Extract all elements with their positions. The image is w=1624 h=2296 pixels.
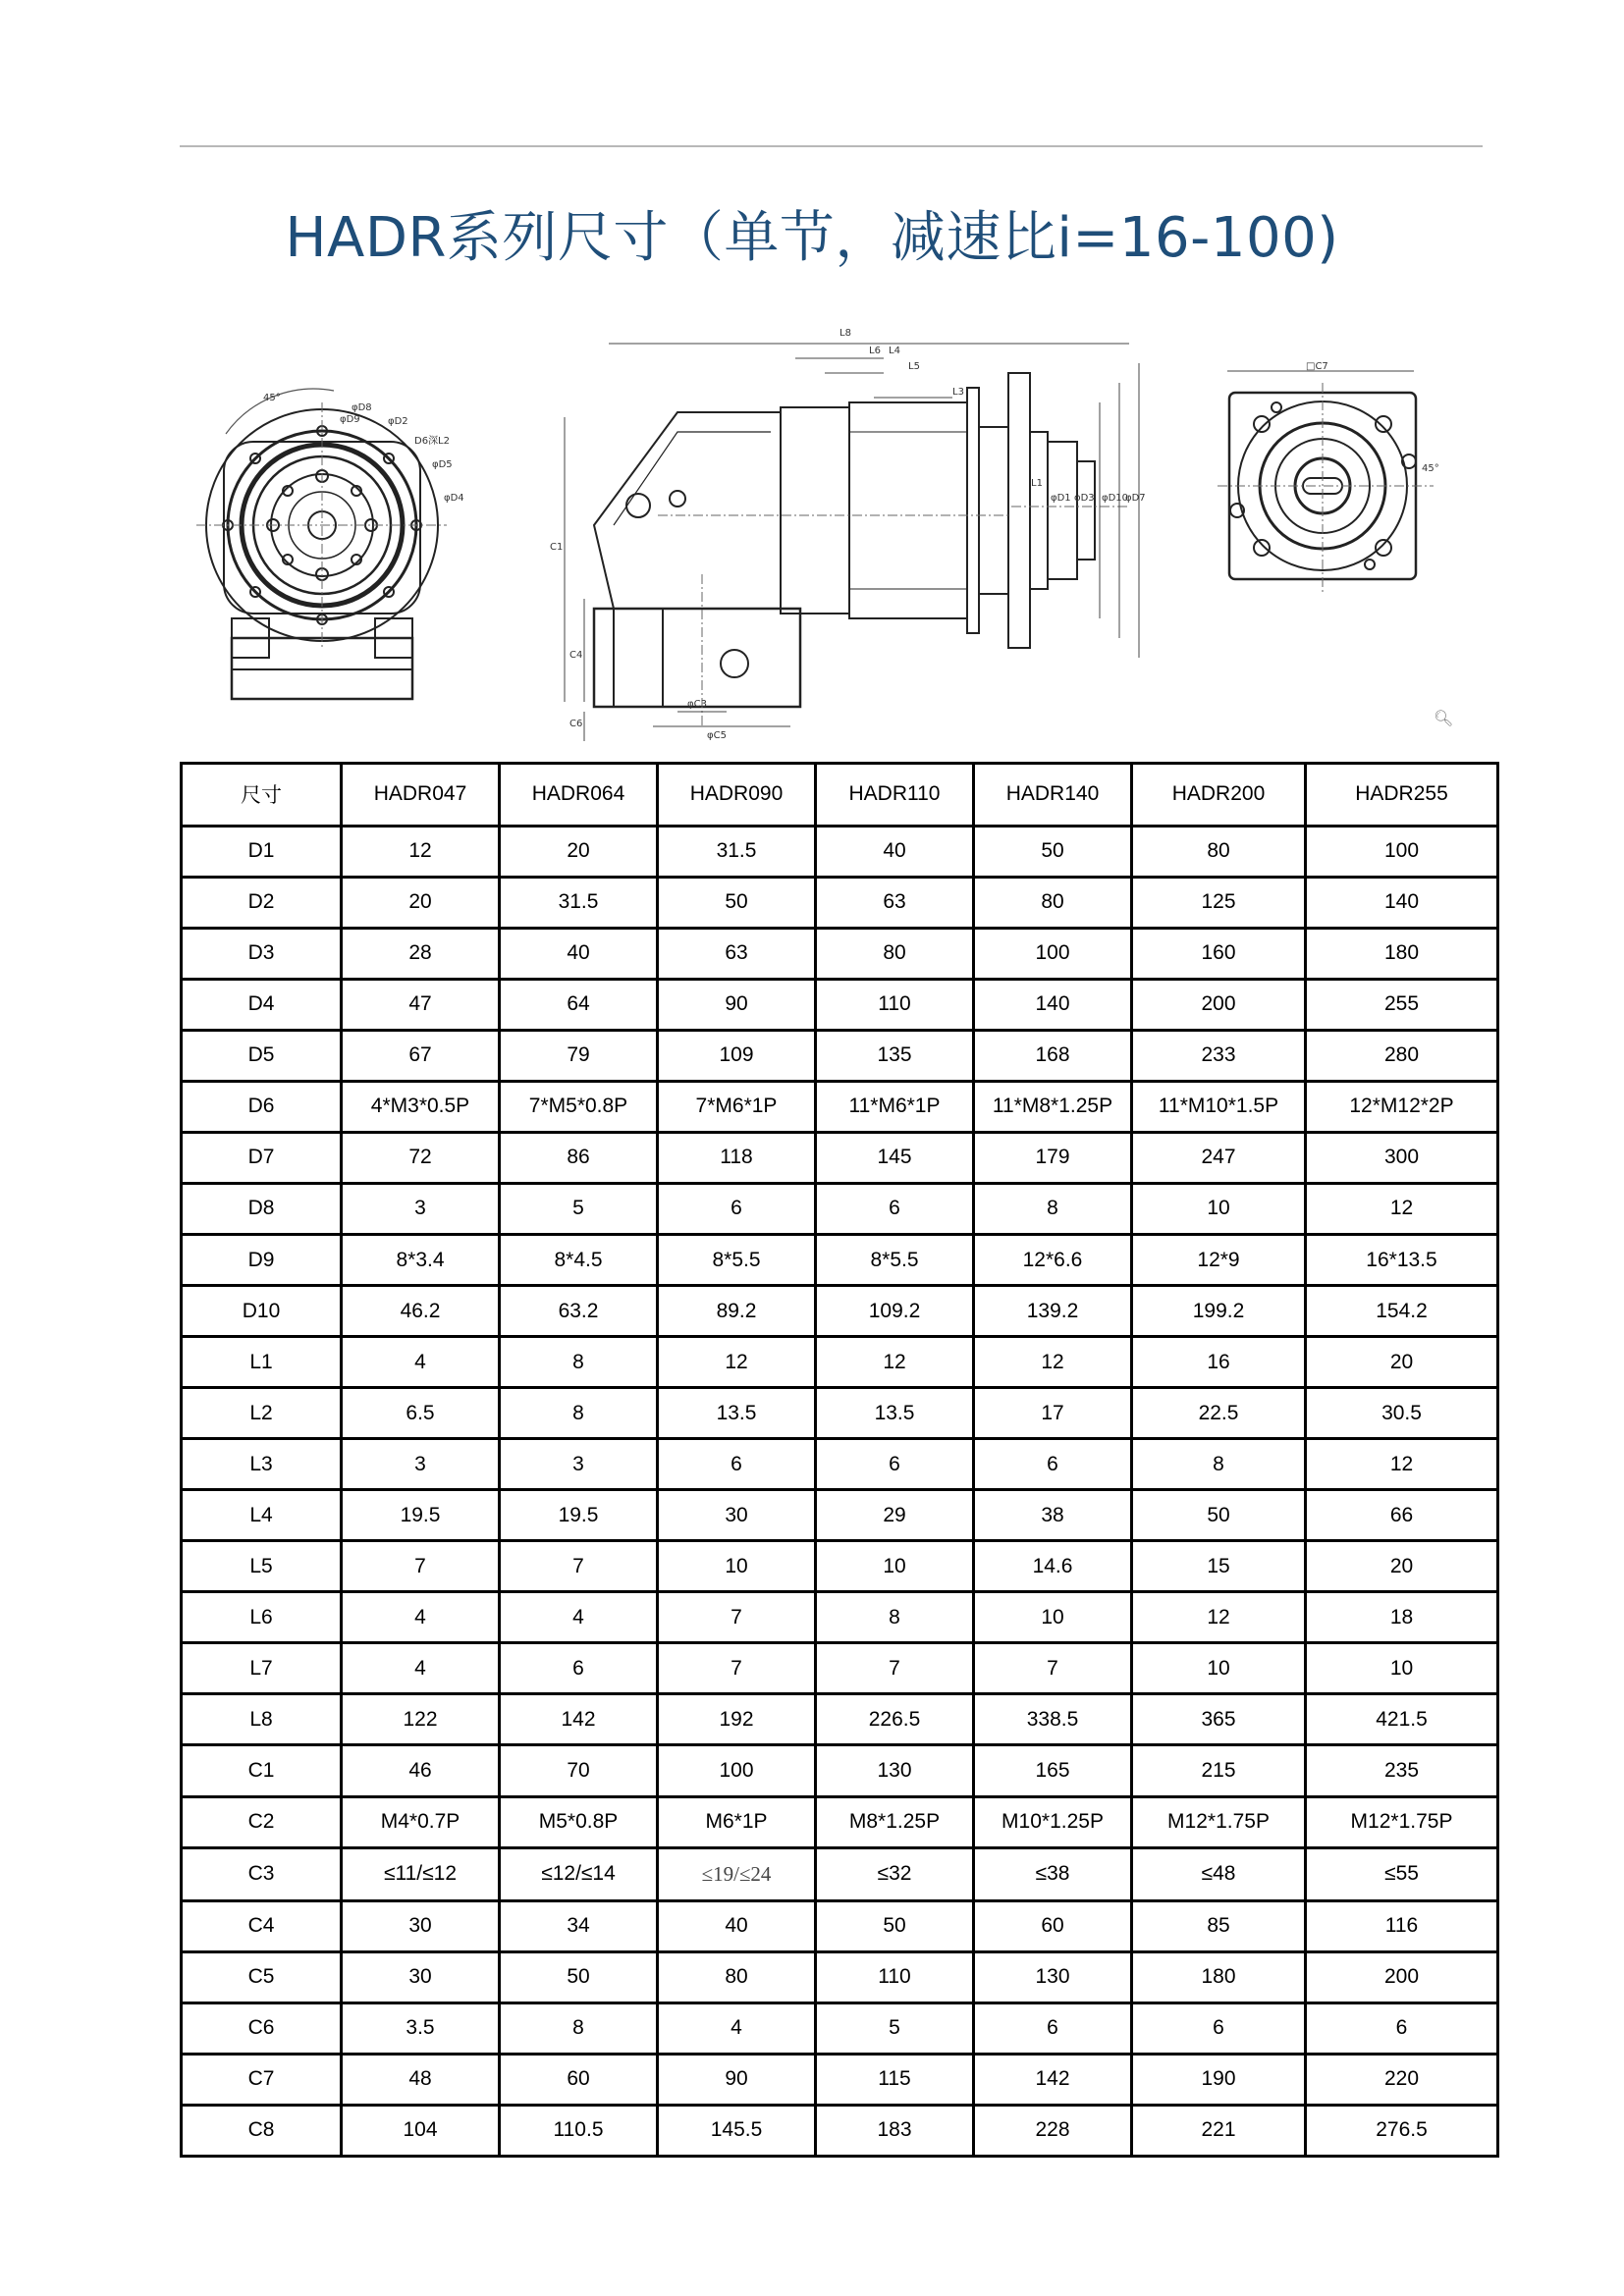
table-cell: 4 (342, 1592, 500, 1643)
table-cell: 7 (658, 1592, 816, 1643)
table-cell: 140 (974, 979, 1132, 1030)
table-cell: 7 (342, 1541, 500, 1592)
table-cell: 125 (1132, 877, 1306, 928)
table-cell: 276.5 (1306, 2105, 1498, 2156)
table-cell: 80 (816, 928, 974, 979)
table-row (182, 1132, 1498, 1183)
table-cell: 17 (974, 1388, 1132, 1439)
table-cell: 5 (816, 2002, 974, 2054)
label-l5: L5 (908, 361, 920, 372)
table-cell: 100 (658, 1745, 816, 1796)
row-label-cell: L5 (182, 1541, 342, 1592)
label-c6: C6 (569, 719, 583, 729)
table-header-cell: HADR047 (342, 764, 500, 827)
table-cell: 10 (1132, 1643, 1306, 1694)
table-cell: 38 (974, 1490, 1132, 1541)
table-row (182, 1900, 1498, 1951)
table-cell: M12*1.75P (1306, 1796, 1498, 1847)
label-d4: φD4 (444, 493, 464, 504)
table-cell: 12 (658, 1337, 816, 1388)
table-cell: 110 (816, 979, 974, 1030)
table-cell: 18 (1306, 1592, 1498, 1643)
label-d8: φD8 (352, 402, 372, 413)
row-label-cell: D8 (182, 1183, 342, 1234)
table-cell: M8*1.25P (816, 1796, 974, 1847)
table-row (182, 1541, 1498, 1592)
front-view-drawing (187, 353, 471, 746)
table-header-cell: HADR064 (500, 764, 658, 827)
table-cell: M10*1.25P (974, 1796, 1132, 1847)
table-row (182, 826, 1498, 877)
dimensions-table (180, 762, 1499, 2158)
table-cell: 7 (816, 1643, 974, 1694)
table-cell: ≤12/≤14 (500, 1847, 658, 1900)
table-cell: 142 (974, 2054, 1132, 2105)
table-row (182, 877, 1498, 928)
table-cell: 13.5 (658, 1388, 816, 1439)
table-cell: 30 (342, 1951, 500, 2002)
table-row (182, 1030, 1498, 1081)
label-l4: L4 (889, 346, 900, 356)
table-cell: 421.5 (1306, 1694, 1498, 1745)
table-cell: 6 (974, 1439, 1132, 1490)
label-angle-right: 45° (1422, 463, 1439, 474)
row-label-cell: D9 (182, 1234, 342, 1285)
row-label-cell: D1 (182, 826, 342, 877)
table-cell: 86 (500, 1132, 658, 1183)
table-cell: 7 (658, 1643, 816, 1694)
table-cell: 365 (1132, 1694, 1306, 1745)
table-cell: 63 (816, 877, 974, 928)
label-d10: φD10 (1102, 493, 1129, 504)
label-d1: φD1 (1051, 493, 1071, 504)
table-cell: 11*M6*1P (816, 1081, 974, 1132)
row-label-cell: L1 (182, 1337, 342, 1388)
table-cell: 3 (342, 1439, 500, 1490)
table-cell: 29 (816, 1490, 974, 1541)
side-view-drawing (540, 314, 1149, 746)
table-cell: 20 (500, 826, 658, 877)
table-cell: 235 (1306, 1745, 1498, 1796)
table-cell: 14.6 (974, 1541, 1132, 1592)
row-label-cell: L2 (182, 1388, 342, 1439)
table-cell: 180 (1306, 928, 1498, 979)
table-cell: 109.2 (816, 1286, 974, 1337)
table-cell: 67 (342, 1030, 500, 1081)
table-cell: 4*M3*0.5P (342, 1081, 500, 1132)
table-row (182, 1439, 1498, 1490)
table-cell: 40 (816, 826, 974, 877)
table-row (182, 1951, 1498, 2002)
table-header-cell: HADR090 (658, 764, 816, 827)
table-cell: 10 (1306, 1643, 1498, 1694)
table-cell: 192 (658, 1694, 816, 1745)
label-d6: D6深L2 (414, 436, 450, 447)
table-cell: 7 (974, 1643, 1132, 1694)
table-cell: 145.5 (658, 2105, 816, 2156)
table-header-cell: HADR255 (1306, 764, 1498, 827)
table-row (182, 1234, 1498, 1285)
table-cell: 233 (1132, 1030, 1306, 1081)
table-row (182, 1337, 1498, 1388)
row-label-cell: L7 (182, 1643, 342, 1694)
table-cell: 7*M5*0.8P (500, 1081, 658, 1132)
label-c4: C4 (569, 650, 583, 661)
row-label-cell: L8 (182, 1694, 342, 1745)
table-row (182, 1388, 1498, 1439)
row-label-cell: C7 (182, 2054, 342, 2105)
row-label-cell: D7 (182, 1132, 342, 1183)
row-label-cell: D4 (182, 979, 342, 1030)
table-row (182, 2002, 1498, 2054)
table-cell: 11*M10*1.5P (1132, 1081, 1306, 1132)
table-cell: 220 (1306, 2054, 1498, 2105)
table-cell: 8 (974, 1183, 1132, 1234)
row-label-cell: D2 (182, 877, 342, 928)
table-cell: 30.5 (1306, 1388, 1498, 1439)
table-cell: 8 (816, 1592, 974, 1643)
table-cell: 109 (658, 1030, 816, 1081)
table-header-cell: 尺寸 (182, 764, 342, 827)
table-cell: 3.5 (342, 2002, 500, 2054)
table-cell: 7 (500, 1541, 658, 1592)
table-cell: 215 (1132, 1745, 1306, 1796)
table-cell: 4 (342, 1337, 500, 1388)
table-cell: 79 (500, 1030, 658, 1081)
table-cell: 116 (1306, 1900, 1498, 1951)
table-cell: 142 (500, 1694, 658, 1745)
table-cell: 70 (500, 1745, 658, 1796)
table-cell: 6 (974, 2002, 1132, 2054)
table-row (182, 979, 1498, 1030)
table-cell: 255 (1306, 979, 1498, 1030)
table-cell: 72 (342, 1132, 500, 1183)
table-row (182, 1694, 1498, 1745)
table-cell: ≤32 (816, 1847, 974, 1900)
table-cell: 50 (816, 1900, 974, 1951)
input-flange-drawing (1208, 363, 1463, 677)
table-cell: 165 (974, 1745, 1132, 1796)
table-cell: 80 (658, 1951, 816, 2002)
table-cell: 6 (816, 1439, 974, 1490)
table-cell: 47 (342, 979, 500, 1030)
table-cell: 190 (1132, 2054, 1306, 2105)
table-cell: ≤19/≤24 (658, 1847, 816, 1900)
row-label-cell: C3 (182, 1847, 342, 1900)
table-cell: 10 (974, 1592, 1132, 1643)
table-cell: 180 (1132, 1951, 1306, 2002)
top-rule (180, 145, 1483, 147)
table-cell: 247 (1132, 1132, 1306, 1183)
label-angle-left: 45° (263, 393, 281, 403)
table-row (182, 1183, 1498, 1234)
table-cell: 19.5 (342, 1490, 500, 1541)
row-label-cell: D6 (182, 1081, 342, 1132)
table-cell: 100 (974, 928, 1132, 979)
page-title: HADR系列尺寸（单节，减速比i=16-100) (285, 206, 1339, 270)
table-cell: 280 (1306, 1030, 1498, 1081)
table-cell: 20 (342, 877, 500, 928)
table-cell: 4 (658, 2002, 816, 2054)
table-cell: 20 (1306, 1541, 1498, 1592)
table-cell: 200 (1306, 1951, 1498, 2002)
table-cell: 12 (974, 1337, 1132, 1388)
table-cell: 10 (816, 1541, 974, 1592)
row-label-cell: C2 (182, 1796, 342, 1847)
table-cell: 12*M12*2P (1306, 1081, 1498, 1132)
table-cell: 104 (342, 2105, 500, 2156)
table-cell: 19.5 (500, 1490, 658, 1541)
label-d5: φD5 (432, 459, 453, 470)
table-cell: 6 (658, 1439, 816, 1490)
table-cell: 130 (816, 1745, 974, 1796)
table-cell: ≤55 (1306, 1847, 1498, 1900)
table-cell: 145 (816, 1132, 974, 1183)
row-label-cell: L3 (182, 1439, 342, 1490)
technical-drawings (187, 314, 1483, 746)
table-cell: 30 (658, 1490, 816, 1541)
table-cell: 228 (974, 2105, 1132, 2156)
table-cell: 60 (974, 1900, 1132, 1951)
table-cell: 80 (1132, 826, 1306, 877)
table-cell: 179 (974, 1132, 1132, 1183)
table-cell: 40 (658, 1900, 816, 1951)
label-c1: C1 (550, 542, 564, 553)
table-header-row (182, 764, 1498, 827)
table-row (182, 1592, 1498, 1643)
label-l3: L3 (952, 387, 964, 398)
table-cell: 110 (816, 1951, 974, 2002)
row-label-cell: L6 (182, 1592, 342, 1643)
table-cell: 22.5 (1132, 1388, 1306, 1439)
table-row (182, 2054, 1498, 2105)
table-cell: 28 (342, 928, 500, 979)
table-cell: M5*0.8P (500, 1796, 658, 1847)
table-cell: 6 (1306, 2002, 1498, 2054)
table-cell: 140 (1306, 877, 1498, 928)
table-row (182, 1081, 1498, 1132)
row-label-cell: D10 (182, 1286, 342, 1337)
table-cell: 89.2 (658, 1286, 816, 1337)
label-l1: L1 (1031, 478, 1043, 489)
table-cell: 4 (342, 1643, 500, 1694)
table-row (182, 928, 1498, 979)
table-row (182, 1745, 1498, 1796)
table-cell: 3 (500, 1439, 658, 1490)
table-cell: 63.2 (500, 1286, 658, 1337)
table-cell: 85 (1132, 1900, 1306, 1951)
row-label-cell: D3 (182, 928, 342, 979)
table-cell: 64 (500, 979, 658, 1030)
table-cell: 50 (974, 826, 1132, 877)
row-label-cell: C8 (182, 2105, 342, 2156)
table-cell: 30 (342, 1900, 500, 1951)
label-d7: φD7 (1125, 493, 1146, 504)
table-cell: 8*3.4 (342, 1234, 500, 1285)
table-cell: 12 (342, 826, 500, 877)
row-label-cell: C1 (182, 1745, 342, 1796)
table-cell: 16 (1132, 1337, 1306, 1388)
table-header-cell: HADR110 (816, 764, 974, 827)
table-cell: 46.2 (342, 1286, 500, 1337)
table-cell: 20 (1306, 1337, 1498, 1388)
table-cell: 46 (342, 1745, 500, 1796)
table-cell: 50 (500, 1951, 658, 2002)
table-cell: 4 (500, 1592, 658, 1643)
table-cell: 115 (816, 2054, 974, 2105)
table-cell: 3 (342, 1183, 500, 1234)
table-cell: 34 (500, 1900, 658, 1951)
table-cell: 10 (658, 1541, 816, 1592)
table-cell: 31.5 (500, 877, 658, 928)
table-cell: 154.2 (1306, 1286, 1498, 1337)
table-cell: 12 (816, 1337, 974, 1388)
row-label-cell: C5 (182, 1951, 342, 2002)
table-cell: 66 (1306, 1490, 1498, 1541)
label-c3: φC3 (687, 699, 707, 710)
table-cell: 160 (1132, 928, 1306, 979)
table-cell: 8 (500, 1337, 658, 1388)
label-c7: □C7 (1306, 361, 1328, 372)
table-cell: 10 (1132, 1183, 1306, 1234)
table-cell: 226.5 (816, 1694, 974, 1745)
table-cell: 8*5.5 (658, 1234, 816, 1285)
table-cell: 12 (1132, 1592, 1306, 1643)
table-header-cell: HADR140 (974, 764, 1132, 827)
table-cell: 8 (500, 1388, 658, 1439)
table-cell: 15 (1132, 1541, 1306, 1592)
table-cell: 221 (1132, 2105, 1306, 2156)
row-label-cell: L4 (182, 1490, 342, 1541)
table-row (182, 2105, 1498, 2156)
table-cell: ≤11/≤12 (342, 1847, 500, 1900)
table-row (182, 1286, 1498, 1337)
table-cell: 130 (974, 1951, 1132, 2002)
table-cell: 6 (1132, 2002, 1306, 2054)
table-cell: 12 (1306, 1183, 1498, 1234)
row-label-cell: D5 (182, 1030, 342, 1081)
row-label-cell: C4 (182, 1900, 342, 1951)
table-cell: 50 (658, 877, 816, 928)
table-cell: 48 (342, 2054, 500, 2105)
table-cell: 16*13.5 (1306, 1234, 1498, 1285)
table-cell: 12*6.6 (974, 1234, 1132, 1285)
table-cell: 12 (1306, 1439, 1498, 1490)
table-cell: 60 (500, 2054, 658, 2105)
table-cell: 183 (816, 2105, 974, 2156)
table-cell: 8*4.5 (500, 1234, 658, 1285)
table-cell: 7*M6*1P (658, 1081, 816, 1132)
table-cell: 50 (1132, 1490, 1306, 1541)
table-cell: 100 (1306, 826, 1498, 877)
table-cell: 8*5.5 (816, 1234, 974, 1285)
table-cell: 8 (1132, 1439, 1306, 1490)
table-cell: 300 (1306, 1132, 1498, 1183)
table-header-cell: HADR200 (1132, 764, 1306, 827)
table-cell: M4*0.7P (342, 1796, 500, 1847)
table-cell: 5 (500, 1183, 658, 1234)
table-row (182, 1643, 1498, 1694)
table-cell: M6*1P (658, 1796, 816, 1847)
table-cell: 6.5 (342, 1388, 500, 1439)
table-cell: 122 (342, 1694, 500, 1745)
row-label-cell: C6 (182, 2002, 342, 2054)
table-cell: 31.5 (658, 826, 816, 877)
table-cell: 8 (500, 2002, 658, 2054)
table-cell: 63 (658, 928, 816, 979)
table-cell: 11*M8*1.25P (974, 1081, 1132, 1132)
table-row (182, 1847, 1498, 1900)
table-cell: 6 (500, 1643, 658, 1694)
table-cell: 6 (816, 1183, 974, 1234)
table-cell: 139.2 (974, 1286, 1132, 1337)
magnifier-icon: 🔍︎ (1434, 709, 1454, 727)
table-row (182, 1796, 1498, 1847)
table-cell: ≤38 (974, 1847, 1132, 1900)
table-cell: 110.5 (500, 2105, 658, 2156)
label-c5: φC5 (707, 730, 727, 741)
table-row (182, 1490, 1498, 1541)
table-cell: 90 (658, 2054, 816, 2105)
table-cell: 13.5 (816, 1388, 974, 1439)
table-cell: 12*9 (1132, 1234, 1306, 1285)
table-cell: ≤48 (1132, 1847, 1306, 1900)
label-l6: L6 (869, 346, 881, 356)
table-cell: 168 (974, 1030, 1132, 1081)
table-cell: 118 (658, 1132, 816, 1183)
table-cell: 200 (1132, 979, 1306, 1030)
table-cell: 199.2 (1132, 1286, 1306, 1337)
table-cell: 90 (658, 979, 816, 1030)
table-cell: 80 (974, 877, 1132, 928)
label-d2: φD2 (388, 416, 408, 427)
label-d3: φD3 (1074, 493, 1095, 504)
table-cell: 40 (500, 928, 658, 979)
table-cell: 338.5 (974, 1694, 1132, 1745)
table-cell: M12*1.75P (1132, 1796, 1306, 1847)
label-d9: φD9 (340, 414, 360, 425)
label-l8: L8 (839, 328, 851, 339)
table-cell: 6 (658, 1183, 816, 1234)
table-cell: 135 (816, 1030, 974, 1081)
